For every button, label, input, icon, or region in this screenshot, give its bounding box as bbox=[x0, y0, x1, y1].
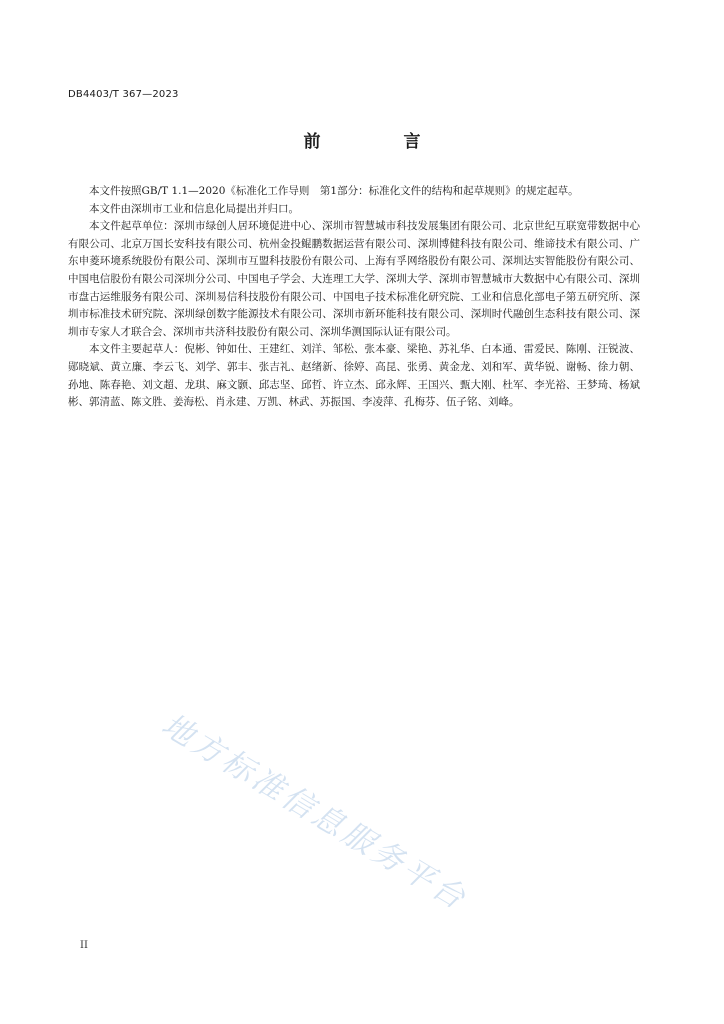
watermark: 地方标准信息服务平台 bbox=[155, 706, 474, 918]
paragraph-main-drafters: 本文件主要起草人：倪彬、钟如仕、王建红、刘洋、邹松、张本豪、梁艳、苏礼华、白本通、雷爱民、陈刚、汪锐波、郧晓斌、黄立廉、李云飞、刘学、郭丰、张吉礼、赵绪新、徐婷、高昆、张勇、黄金龙、刘和军、黄华锐、谢畅、徐力朝、孙地、陈春艳、刘文超、龙琪、麻文颢、邱志坚、邱哲、许立杰、邱永辉、王国兴、甄大刚、杜军、李光裕、王梦琦、杨斌彬、郭清蓝、陈文胜、姜海松、肖永建、万凯、林武、苏振国、李凌萍、孔梅芬、伍子铭、刘峰。 bbox=[68, 343, 640, 409]
body-text bbox=[68, 183, 640, 412]
page-number: II bbox=[80, 940, 88, 951]
page-title: 前 言 bbox=[303, 132, 454, 152]
paragraph-proposer: 本文件由深圳市工业和信息化局提出并归口。 bbox=[89, 202, 299, 215]
paragraph-drafting-units: 本文件起草单位：深圳市绿创人居环境促进中心、深圳市智慧城市科技发展集团有限公司、北京世纪互联宽带数据中心有限公司、北京万国长安科技有限公司、杭州金投鲲鹏数据运营有限公司、深圳博健科技有限公司、维谛技术有限公司、广东申菱环境系统股份有限公司、深圳市互盟科技股份有限公司、上海有孚网络股份有限公司、深圳达实智能股份有限公司、中国电信股份有限公司深圳分公司、中国电子学会、大连理工大学、深圳大学、深圳市智慧城市大数据中心有限公司、深圳市盘古运维服务有限公司、深圳易信科技股份有限公司、中国电子技术标准化研究院、工业和信息化部电子第五研究所、深圳市标准技术研究院、深圳绿创数字能源技术有限公司、深圳市新环能科技有限公司、深圳时代融创生态科技有限公司、深圳市专家人才联合会、深圳市共济科技股份有限公司、深圳华测国际认证有限公司。 bbox=[68, 220, 640, 338]
paragraph-drafting-rules: 本文件按照GB/T 1.1—2020《标准化工作导则 第1部分：标准化文件的结构和起草规则》的规定起草。 bbox=[89, 185, 579, 197]
document-code: DB4403/T 367—2023 bbox=[68, 89, 179, 100]
